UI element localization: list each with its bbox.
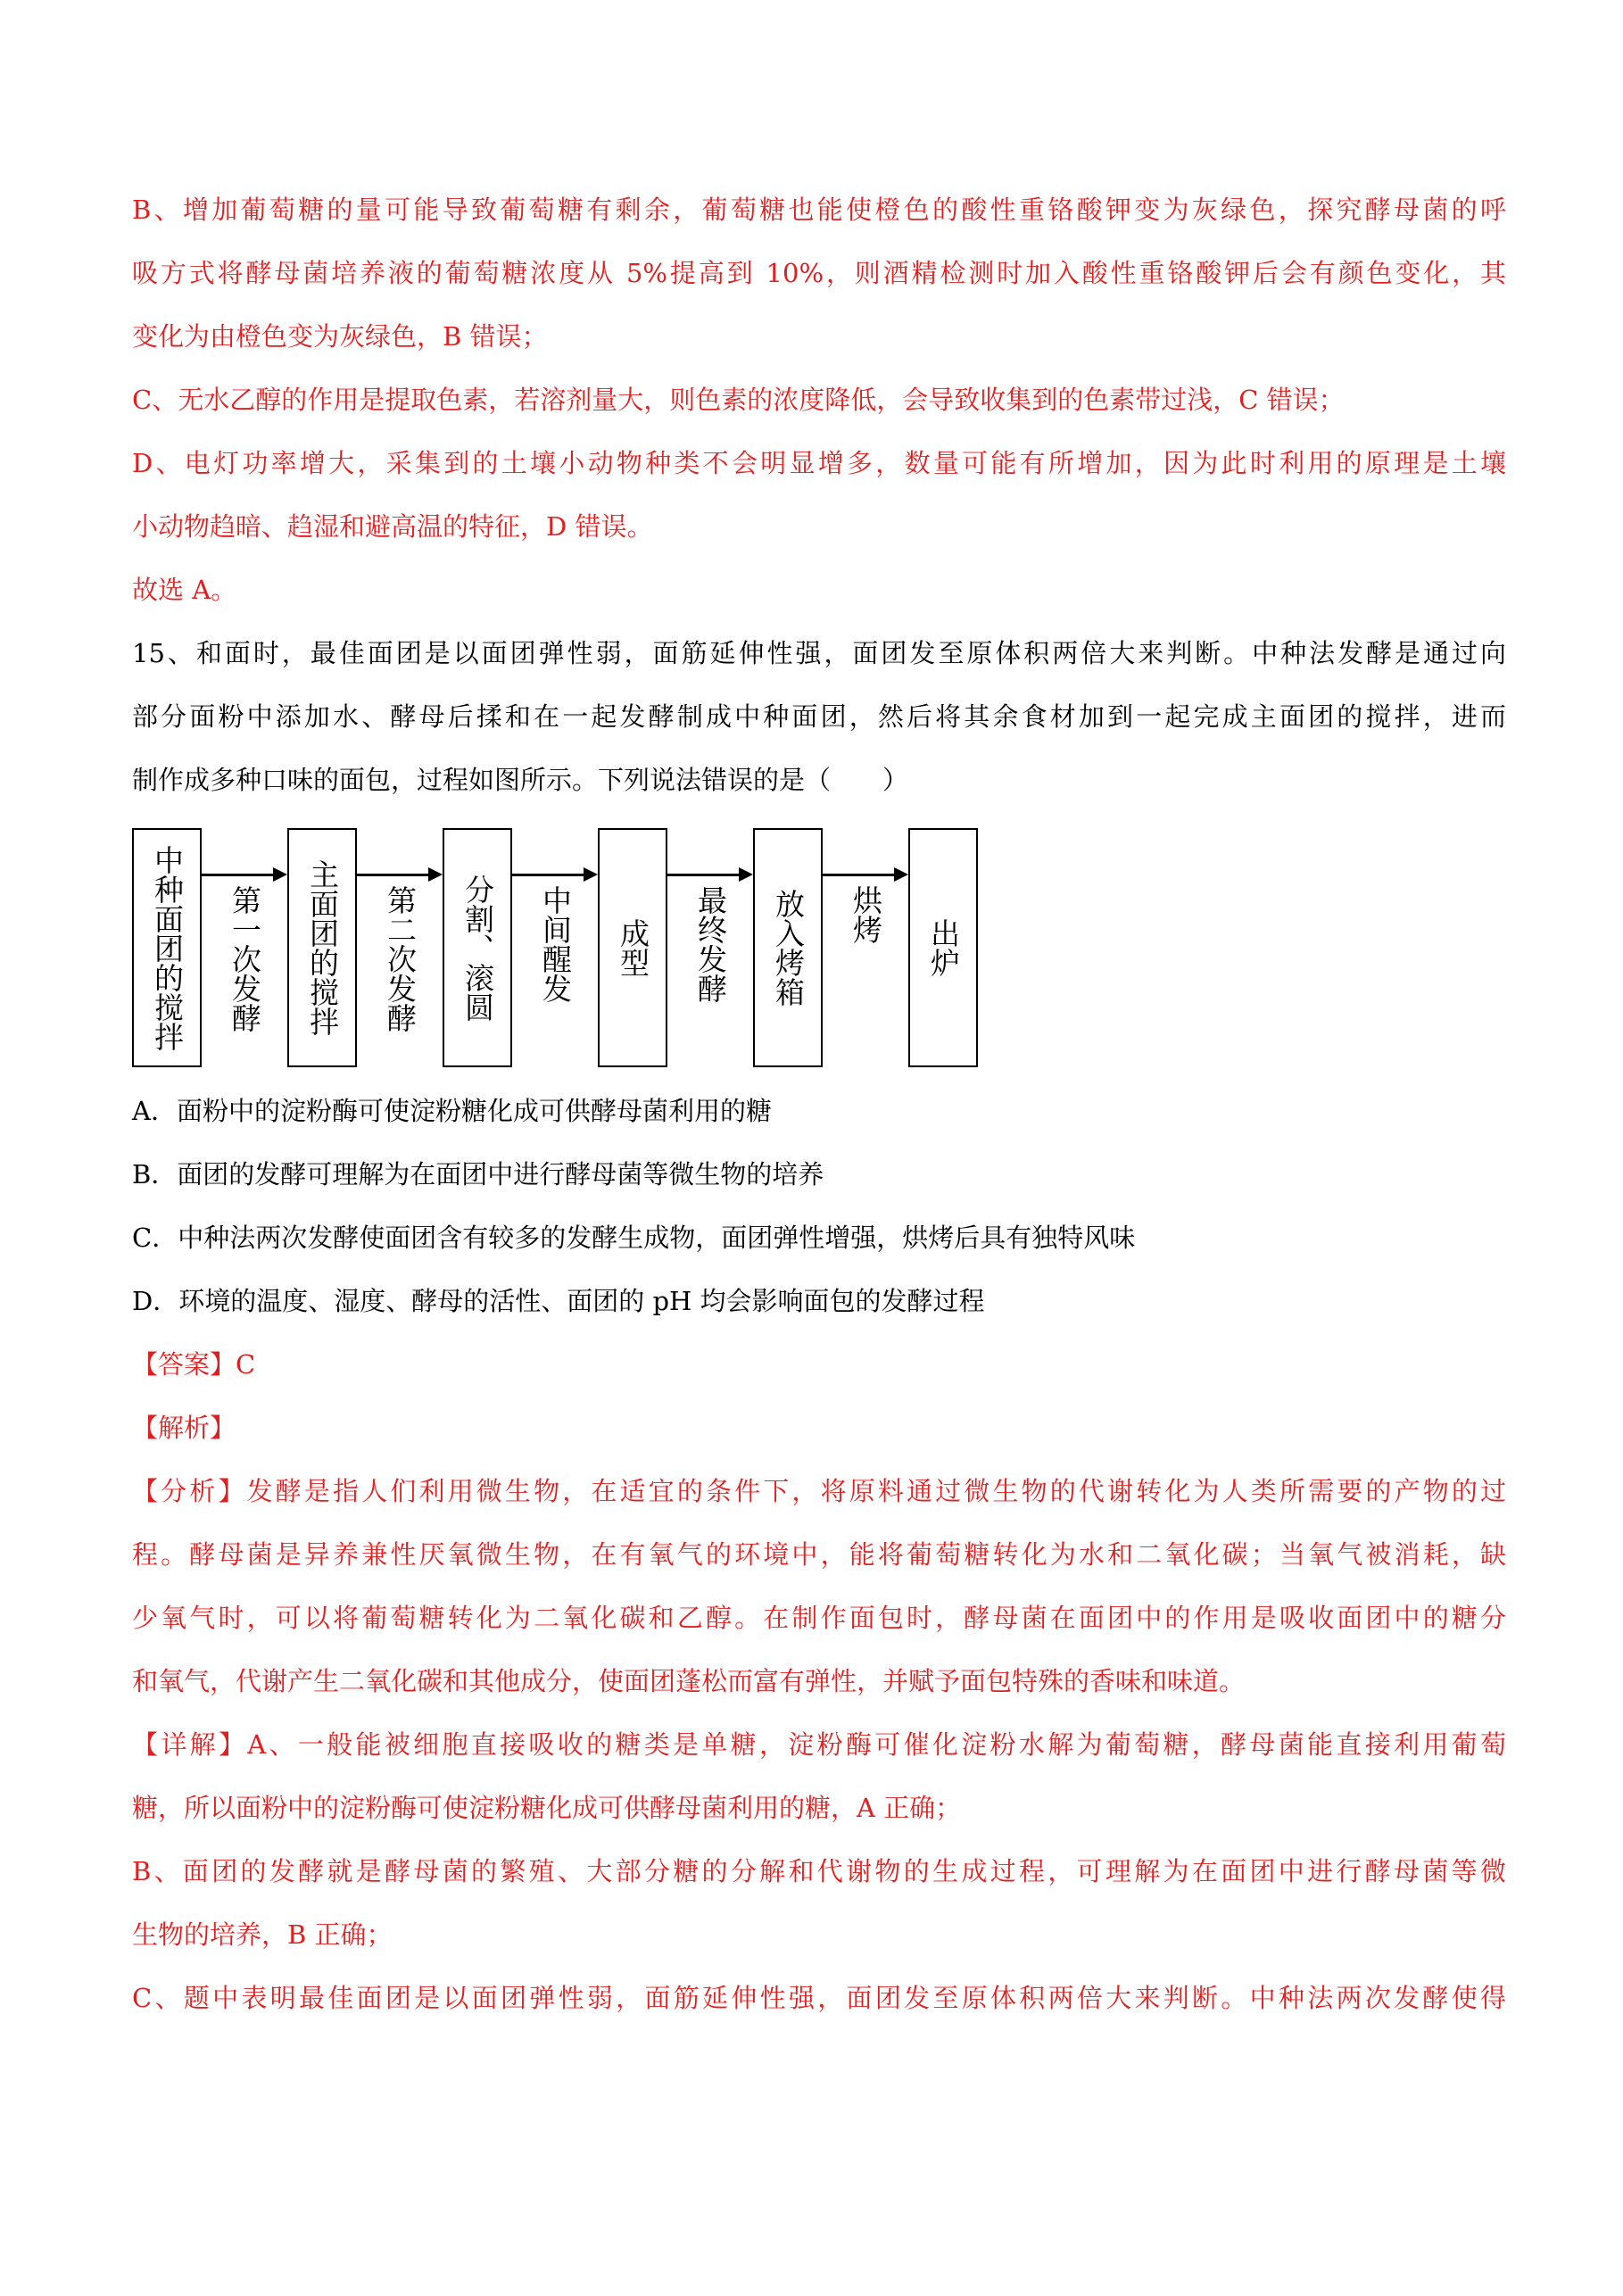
text-line: D．环境的温度、湿度、酵母的活性、面团的 pH 均会影响面包的发酵过程 xyxy=(132,1286,985,1316)
text-line: 糖，所以面粉中的淀粉酶可使淀粉糖化成可供酵母菌利用的糖，A 正确； xyxy=(132,1793,962,1823)
text-line: 吸方式将酵母菌培养液的葡萄糖浓度从 5%提高到 10%，则酒精检测时加入酸性重铬酸钾后会有颜色变化，其 xyxy=(132,258,1506,288)
text-line: 制作成多种口味的面包，过程如图所示。下列说法错误的是（ ） xyxy=(132,765,909,795)
text-line: 【答案】C xyxy=(132,1349,256,1380)
flow-step-box xyxy=(287,828,357,1067)
text-line: C、题中表明最佳面团是以面团弹性弱，面筋延伸性强，面团发至原体积两倍大来判断。中种法两次发酵使得 xyxy=(132,1983,1506,2013)
text-line: 15、和面时，最佳面团是以面团弹性弱，面筋延伸性强，面团发至原体积两倍大来判断。中种法发酵是通过向 xyxy=(132,638,1506,668)
flow-arrow-label: 第一次发酵 xyxy=(228,885,262,1032)
flow-step-box xyxy=(908,828,978,1067)
text-line: D、电灯功率增大，采集到的土壤小动物种类不会明显增多，数量可能有所增加，因为此时利用的原理是土壤 xyxy=(132,448,1506,478)
text-line: C．中种法两次发酵使面团含有较多的发酵生成物，面团弹性增强，烘烤后具有独特风味 xyxy=(132,1223,1136,1253)
text-line: 程。酵母菌是异养兼性厌氧微生物，在有氧气的环境中，能将葡萄糖转化为水和二氧化碳；当氧气被消耗，缺 xyxy=(132,1539,1506,1570)
text-line: B、增加葡萄糖的量可能导致葡萄糖有剩余，葡萄糖也能使橙色的酸性重铬酸钾变为灰绿色，探究酵母菌的呼 xyxy=(132,195,1506,225)
text-line: 【分析】发酵是指人们利用微生物，在适宜的条件下，将原料通过微生物的代谢转化为人类所需要的产物的过 xyxy=(132,1476,1506,1506)
flow-arrow xyxy=(202,866,287,883)
text-block-after xyxy=(132,1080,1506,2030)
text-line: C、无水乙醇的作用是提取色素，若溶剂量大，则色素的浓度降低，会导致收集到的色素带过浅，C 错误； xyxy=(132,385,1345,415)
flow-step-box xyxy=(598,828,667,1067)
flow-step-label: 放入烤箱 xyxy=(771,889,806,1007)
flow-step-box xyxy=(443,828,512,1067)
text-line: 【详解】A、一般能被细胞直接吸收的糖类是单糖，淀粉酶可催化淀粉水解为葡萄糖，酵母菌能直接利用葡萄 xyxy=(132,1729,1506,1760)
text-line: 少氧气时，可以将葡萄糖转化为二氧化碳和乙醇。在制作面包时，酵母菌在面团中的作用是吸收面团中的糖分 xyxy=(132,1603,1506,1633)
flow-arrow-label: 烘烤 xyxy=(849,885,883,944)
flow-arrow xyxy=(357,866,443,883)
flow-arrow xyxy=(667,866,753,883)
text-line: 小动物趋暗、趋湿和避高温的特征，D 错误。 xyxy=(132,511,653,542)
text-line: B．面团的发酵可理解为在面团中进行酵母菌等微生物的培养 xyxy=(132,1159,824,1189)
text-line: A．面粉中的淀粉酶可使淀粉糖化成可供酵母菌利用的糖 xyxy=(132,1096,772,1126)
flow-step-label: 分割、滚圆 xyxy=(460,874,495,1022)
flow-step-label: 成型 xyxy=(616,918,650,977)
flow-step-label: 中种面团的搅拌 xyxy=(150,844,185,1051)
flow-step-label: 主面团的搅拌 xyxy=(305,859,340,1036)
flow-step-label: 出炉 xyxy=(926,918,961,977)
flow-arrow-label: 最终发酵 xyxy=(693,885,728,1003)
text-line: 变化为由橙色变为灰绿色，B 错误； xyxy=(132,321,548,352)
text-line: 【解析】 xyxy=(132,1413,236,1443)
text-line: B、面团的发酵就是酵母菌的繁殖、大部分糖的分解和代谢物的生成过程，可理解为在面团中进行酵母菌等微 xyxy=(132,1856,1506,1886)
text-line: 生物的培养，B 正确； xyxy=(132,1919,393,1950)
flow-arrow xyxy=(512,866,598,883)
text-block-before xyxy=(132,178,1506,812)
text-line: 部分面粉中添加水、酵母后揉和在一起发酵制成中种面团，然后将其余食材加到一起完成主面团的搅拌，进而 xyxy=(132,701,1506,732)
flow-step-box xyxy=(753,828,823,1067)
flow-step-box xyxy=(132,828,202,1067)
flow-arrow-label: 中间醒发 xyxy=(538,885,573,1003)
process-flowchart xyxy=(132,817,1506,1078)
flow-arrow-label: 第二次发酵 xyxy=(383,885,418,1032)
text-line: 和氧气，代谢产生二氧化碳和其他成分，使面团蓬松而富有弹性，并赋予面包特殊的香味和味道。 xyxy=(132,1666,1246,1696)
flow-arrow xyxy=(823,866,908,883)
document-content xyxy=(132,178,1506,2030)
text-line: 故选 A。 xyxy=(132,575,237,605)
